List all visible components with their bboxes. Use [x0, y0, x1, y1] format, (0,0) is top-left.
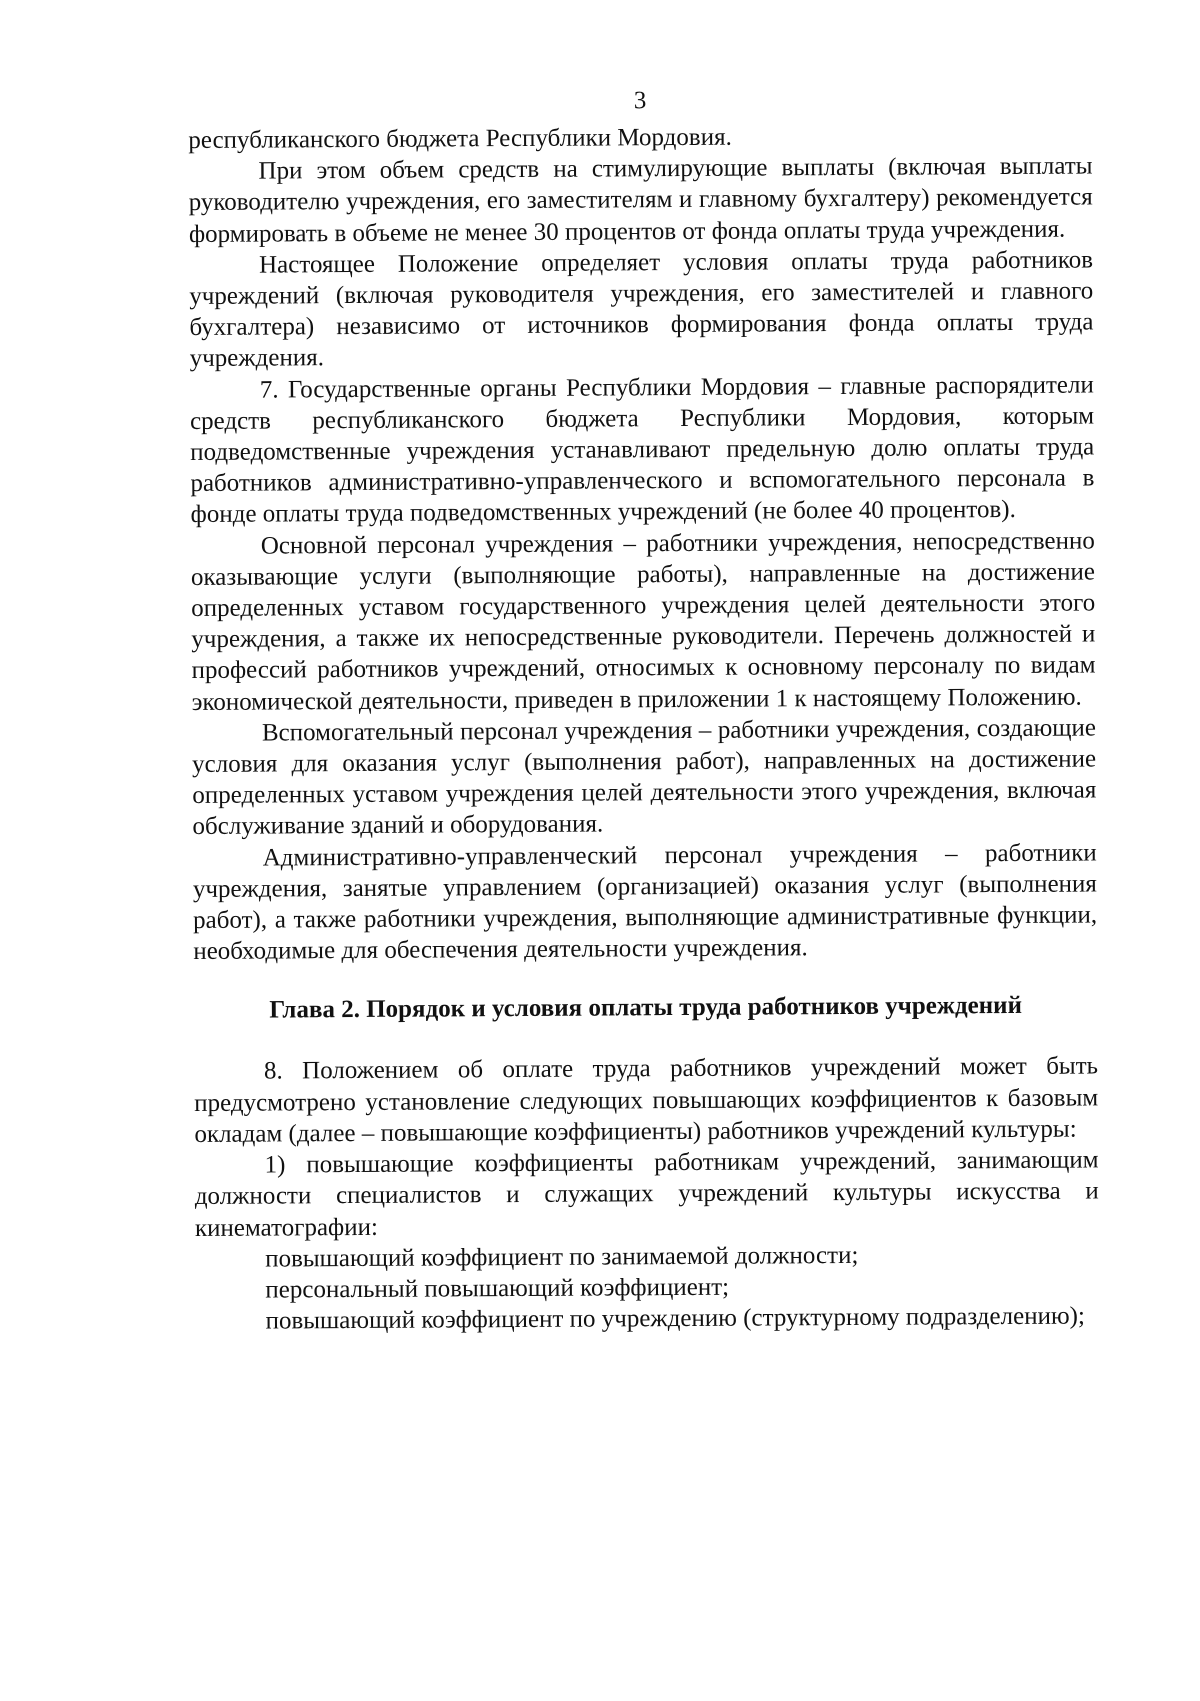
paragraph-item-8: 8. Положением об оплате труда работников учреждений может быть предусмотрено установление следующих повышающих коэффициентов к базовым окладам (далее – повышающие коэффициенты) работников учреждений культуры:: [194, 1052, 1099, 1148]
page-number: 3: [633, 87, 647, 115]
paragraph-core-staff: Основной персонал учреждения – работники учреждения, непосредственно оказывающие услуги (выполняющие работы), направленные на достижение определенных уставом государственного учреждения целей деятельности этого учреждения, а также их непосредственные руководители. Перечень должностей и профессий работников учреждений, относимых к основному персоналу по видам экономической деятельности, приведен в приложении 1 к настоящему Положению.: [190, 527, 1096, 716]
paragraph-item-7: 7. Государственные органы Республики Мордовия – главные распорядители средств республиканского бюджета Республики Мордовия, которым подведомственные учреждения устанавливают предельную долю оплаты труда работников административно-управленческого и вспомогательного персонала в фонде оплаты труда подведомственных учреждений (не более 40 процентов).: [189, 371, 1095, 529]
paragraph-support-staff: Вспомогательный персонал учреждения – работники учреждения, создающие условия для оказания услуг (выполнения работ), направленных на достижение определенных уставом учреждения целей деятельности этого учреждения, включая обслуживание зданий и оборудования.: [192, 714, 1097, 841]
list-item: повышающий коэффициент по занимаемой должности;: [265, 1241, 859, 1273]
paragraph-subitem-1: 1) повышающие коэффициенты работникам учреждений, занимающим должности специалистов и служащих учреждений культуры искусства и кинематографии:: [194, 1146, 1099, 1242]
chapter-title: Глава 2. Порядок и условия оплаты труда работников учреждений: [269, 992, 1023, 1025]
paragraph-regulation-scope: Настоящее Положение определяет условия оплаты труда работников учреждений (включая руководителя учреждения, его заместителей и главного бухгалтера) независимо от источников формирования фонда оплаты труда учреждения.: [189, 246, 1094, 373]
paragraph-admin-staff: Административно-управленческий персонал учреждения – работники учреждения, занятые управлением (организацией) оказания услуг (выполнения работ), а также работники учреждения, выполняющие административные функции, необходимые для обеспечения деятельности учреждения.: [192, 839, 1098, 966]
list-item: повышающий коэффициент по учреждению (структурному подразделению);: [265, 1302, 1085, 1335]
list-item: персональный повышающий коэффициент;: [265, 1273, 730, 1304]
paragraph-continuation: республиканского бюджета Республики Мордовия.: [188, 123, 732, 154]
paragraph-incentive-payments: При этом объем средств на стимулирующие выплаты (включая выплаты руководителю учреждения, его заместителям и главному бухгалтеру) рекомендуется формировать в объеме не менее 30 процентов от фонда оплаты труда учреждения.: [188, 152, 1093, 248]
document-page: [188, 82, 1100, 1337]
